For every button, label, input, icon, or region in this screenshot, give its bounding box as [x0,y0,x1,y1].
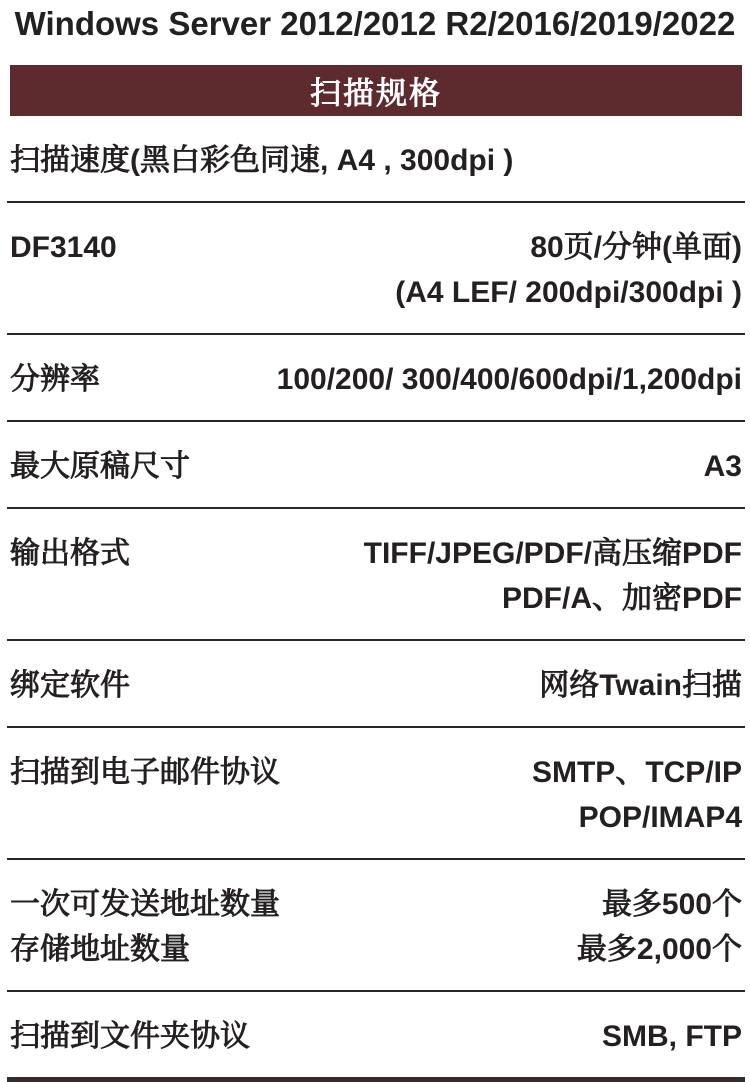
spec-label: 最大原稿尺寸 [10,450,190,483]
spec-value: PDF/A、加密PDF [502,582,742,615]
spec-label: 扫描到电子邮件协议 [10,756,280,789]
spec-line [10,270,742,315]
spec-row-scan-to-email-protocol [7,728,745,860]
spec-value: SMB, FTP [602,1020,742,1053]
spec-label: DF3140 [10,231,117,264]
spec-line [10,576,742,621]
spec-line [10,927,742,972]
spec-line [10,357,742,402]
spec-value: TIFF/JPEG/PDF/高压缩PDF [363,537,742,570]
spec-line [10,882,742,927]
spec-value: SMTP、TCP/IP [531,756,742,789]
section-header-bar [10,65,742,116]
spec-value: 最多2,000个 [576,933,742,966]
spec-line [10,795,742,840]
spec-label: 分辨率 [10,363,100,396]
spec-value: 80页/分钟(单面) [530,231,742,264]
spec-line [10,138,742,183]
spec-row-output-format [7,509,745,641]
spec-value: (A4 LEF/ 200dpi/300dpi ) [395,276,742,309]
spec-row-scan-to-folder-protocol [7,992,745,1082]
spec-label: 一次可发送地址数量 [10,888,280,921]
spec-value: POP/IMAP4 [578,801,742,834]
spec-line [10,750,742,795]
spec-row-bundled-software [7,641,745,728]
spec-row-df3140 [7,203,745,335]
spec-label: 输出格式 [10,537,130,570]
spec-value: 100/200/ 300/400/600dpi/1,200dpi [276,363,742,396]
supported-os-text: Windows Server 2012/2012 R2/2016/2019/2022 [14,5,736,42]
spec-label: 扫描速度(黑白彩色同速, A4 , 300dpi ) [10,144,514,177]
spec-value: 最多500个 [601,888,742,921]
spec-row-resolution [7,335,745,422]
spec-label: 存储地址数量 [10,933,190,966]
spec-label: 绑定软件 [10,669,130,702]
spec-line [10,225,742,270]
spec-line [10,444,742,489]
spec-value: A3 [703,450,742,483]
spec-table [7,116,745,1082]
spec-row-scan-speed [7,116,745,203]
spec-value: 网络Twain扫描 [539,669,742,702]
section-title: 扫描规格 [310,76,442,111]
spec-row-address-counts [7,860,745,992]
spec-line [10,1014,742,1059]
spec-line [10,531,742,576]
spec-line [10,663,742,708]
spec-label: 扫描到文件夹协议 [10,1020,250,1053]
spec-row-max-original-size [7,422,745,509]
